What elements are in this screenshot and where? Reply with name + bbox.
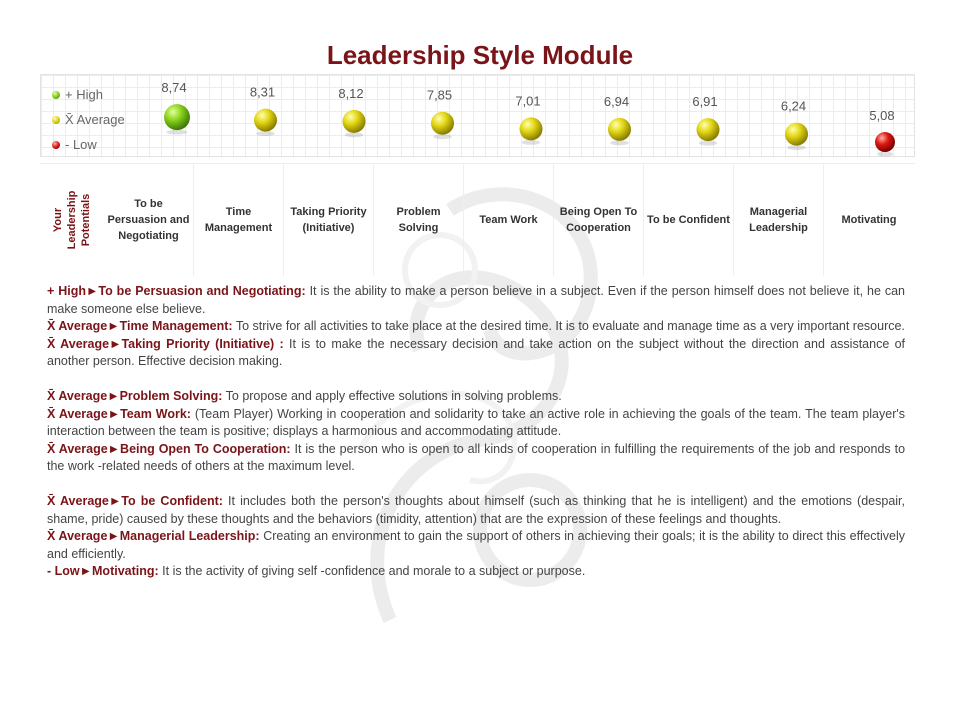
data-point-shadow	[345, 132, 363, 137]
data-label: 7,85	[426, 87, 453, 103]
legend-item-average	[52, 107, 125, 132]
description-level: + High	[47, 284, 87, 298]
description-name: Time Management:	[119, 319, 233, 333]
page-title: Leadership Style Module	[326, 40, 634, 70]
description-name: To be Persuasion and Negotiating:	[98, 284, 306, 298]
description-name: Taking Priority (Initiative) :	[121, 336, 284, 351]
arrow-icon: ►	[107, 406, 121, 421]
data-label: 8,12	[338, 85, 364, 101]
description-level: X̄ Average	[47, 336, 110, 351]
data-point	[164, 104, 190, 130]
data-point-shadow	[522, 140, 540, 145]
data-point-shadow	[787, 145, 805, 150]
data-point	[608, 118, 631, 141]
data-point-shadow	[167, 130, 188, 135]
data-point	[520, 117, 543, 140]
description-name: Team Work:	[120, 406, 191, 421]
descriptions	[47, 283, 905, 581]
description-text: (Team Player) Working in cooperation and solidarity to take an active role in achieving the goals of the team. The team player's interaction between the team is positive; displays a harmonious and accommodating attitude.	[47, 406, 906, 438]
chart-legend	[52, 82, 125, 157]
arrow-icon: ►	[109, 336, 122, 351]
description-item	[47, 283, 905, 318]
description-name: Managerial Leadership:	[119, 529, 260, 543]
data-point-shadow	[256, 131, 274, 136]
description-text: It is the person who is open to all kinds of cooperation in fulfilling the requirements of the job and responds to the work -related needs of others at the maximum level.	[47, 441, 906, 473]
description-text: It includes both the person's thoughts about himself (such as thinking that he is intelligent) and the emotions (despair, shame, pride) caused by these thoughts and the behaviors (timidity, attention) that are the expression of these feelings and thoughts.	[47, 494, 905, 526]
description-item	[47, 406, 905, 441]
data-point-shadow	[877, 152, 893, 157]
category-label: Being Open To Cooperation	[554, 164, 644, 276]
data-point-shadow	[433, 134, 451, 139]
description-item	[47, 493, 905, 528]
description-text: It is the activity of giving self -confidence and morale to a subject or purpose.	[158, 564, 586, 578]
description-level: - Low	[47, 564, 80, 578]
chart-svg	[0, 0, 960, 170]
category-label: Team Work	[464, 164, 554, 276]
description-name: To be Confident:	[121, 494, 223, 508]
data-point-shadow	[699, 141, 717, 146]
description-level: X̄ Average	[47, 389, 108, 403]
category-label: Time Management	[194, 164, 284, 276]
description-name: Being Open To Cooperation:	[120, 441, 291, 456]
description-text: To propose and apply effective solutions in solving problems.	[222, 389, 562, 403]
description-level: X̄ Average	[47, 441, 108, 456]
category-label: Problem Solving	[374, 164, 464, 276]
data-point	[254, 109, 277, 132]
category-label: To be Confident	[644, 164, 734, 276]
spacer	[47, 476, 905, 494]
category-row	[40, 163, 915, 276]
data-label: 8,74	[161, 80, 187, 96]
data-point	[343, 110, 366, 133]
description-item	[47, 528, 905, 563]
description-level: X̄ Average	[47, 494, 109, 508]
description-item	[47, 563, 905, 581]
legend-dot-high	[52, 91, 60, 99]
spacer	[47, 371, 905, 389]
category-label: Motivating	[841, 214, 897, 226]
row-label	[40, 164, 104, 276]
arrow-icon: ►	[107, 389, 120, 403]
legend-label-average: X̄ Average	[65, 112, 125, 127]
arrow-icon: ►	[108, 494, 122, 508]
data-point	[875, 132, 895, 152]
description-text: To strive for all activities to take place at the desired time. It is to evaluate and manage time as a very important resource.	[232, 319, 905, 333]
category-label: Taking Priority (Initiative)	[284, 164, 374, 276]
arrow-icon: ►	[79, 564, 93, 578]
description-item	[47, 388, 905, 406]
category-label: Managerial Leadership	[734, 164, 824, 276]
arrow-icon: ►	[107, 319, 120, 333]
data-label: 5,08	[869, 108, 895, 124]
description-name: Problem Solving:	[119, 389, 223, 403]
data-point	[697, 118, 720, 141]
data-label: 8,31	[249, 84, 276, 100]
description-item	[47, 441, 905, 476]
description-level: X̄ Average	[47, 406, 108, 421]
description-text: It is the ability to make a person believe in a subject. Even if the person himself does not believe it, he can make someone else believe.	[47, 284, 905, 316]
data-point	[785, 123, 808, 146]
description-text: It is to make the necessary decision and take action on the subject without the direction and assistance of another person. Effective decision making.	[47, 336, 906, 368]
description-level: X̄ Average	[47, 529, 108, 543]
legend-item-low	[52, 132, 125, 157]
description-item	[47, 318, 905, 336]
data-label: 6,24	[780, 98, 807, 114]
category-label: To be Persuasion and Negotiating	[104, 164, 194, 276]
legend-dot-average	[52, 116, 60, 124]
data-point-shadow	[610, 140, 628, 145]
data-point	[431, 112, 454, 135]
data-label: 6,94	[603, 93, 630, 109]
legend-item-high	[52, 82, 125, 107]
legend-dot-low	[52, 141, 60, 149]
arrow-icon: ►	[107, 529, 120, 543]
description-level: X̄ Average	[47, 319, 108, 333]
arrow-icon: ►	[107, 441, 121, 456]
arrow-icon: ►	[86, 284, 99, 298]
legend-label-low: - Low	[65, 137, 97, 152]
description-item	[47, 336, 905, 371]
legend-label-high: + High	[65, 87, 103, 102]
description-name: Motivating:	[92, 564, 159, 578]
data-label: 6,91	[692, 94, 718, 110]
row-label-text: Your Leadership Potentials	[52, 190, 92, 250]
description-text: Creating an environment to gain the support of others in achieving their goals; it is the ability to direct this effectively and efficiently.	[47, 529, 906, 561]
data-label: 7,01	[515, 93, 541, 109]
